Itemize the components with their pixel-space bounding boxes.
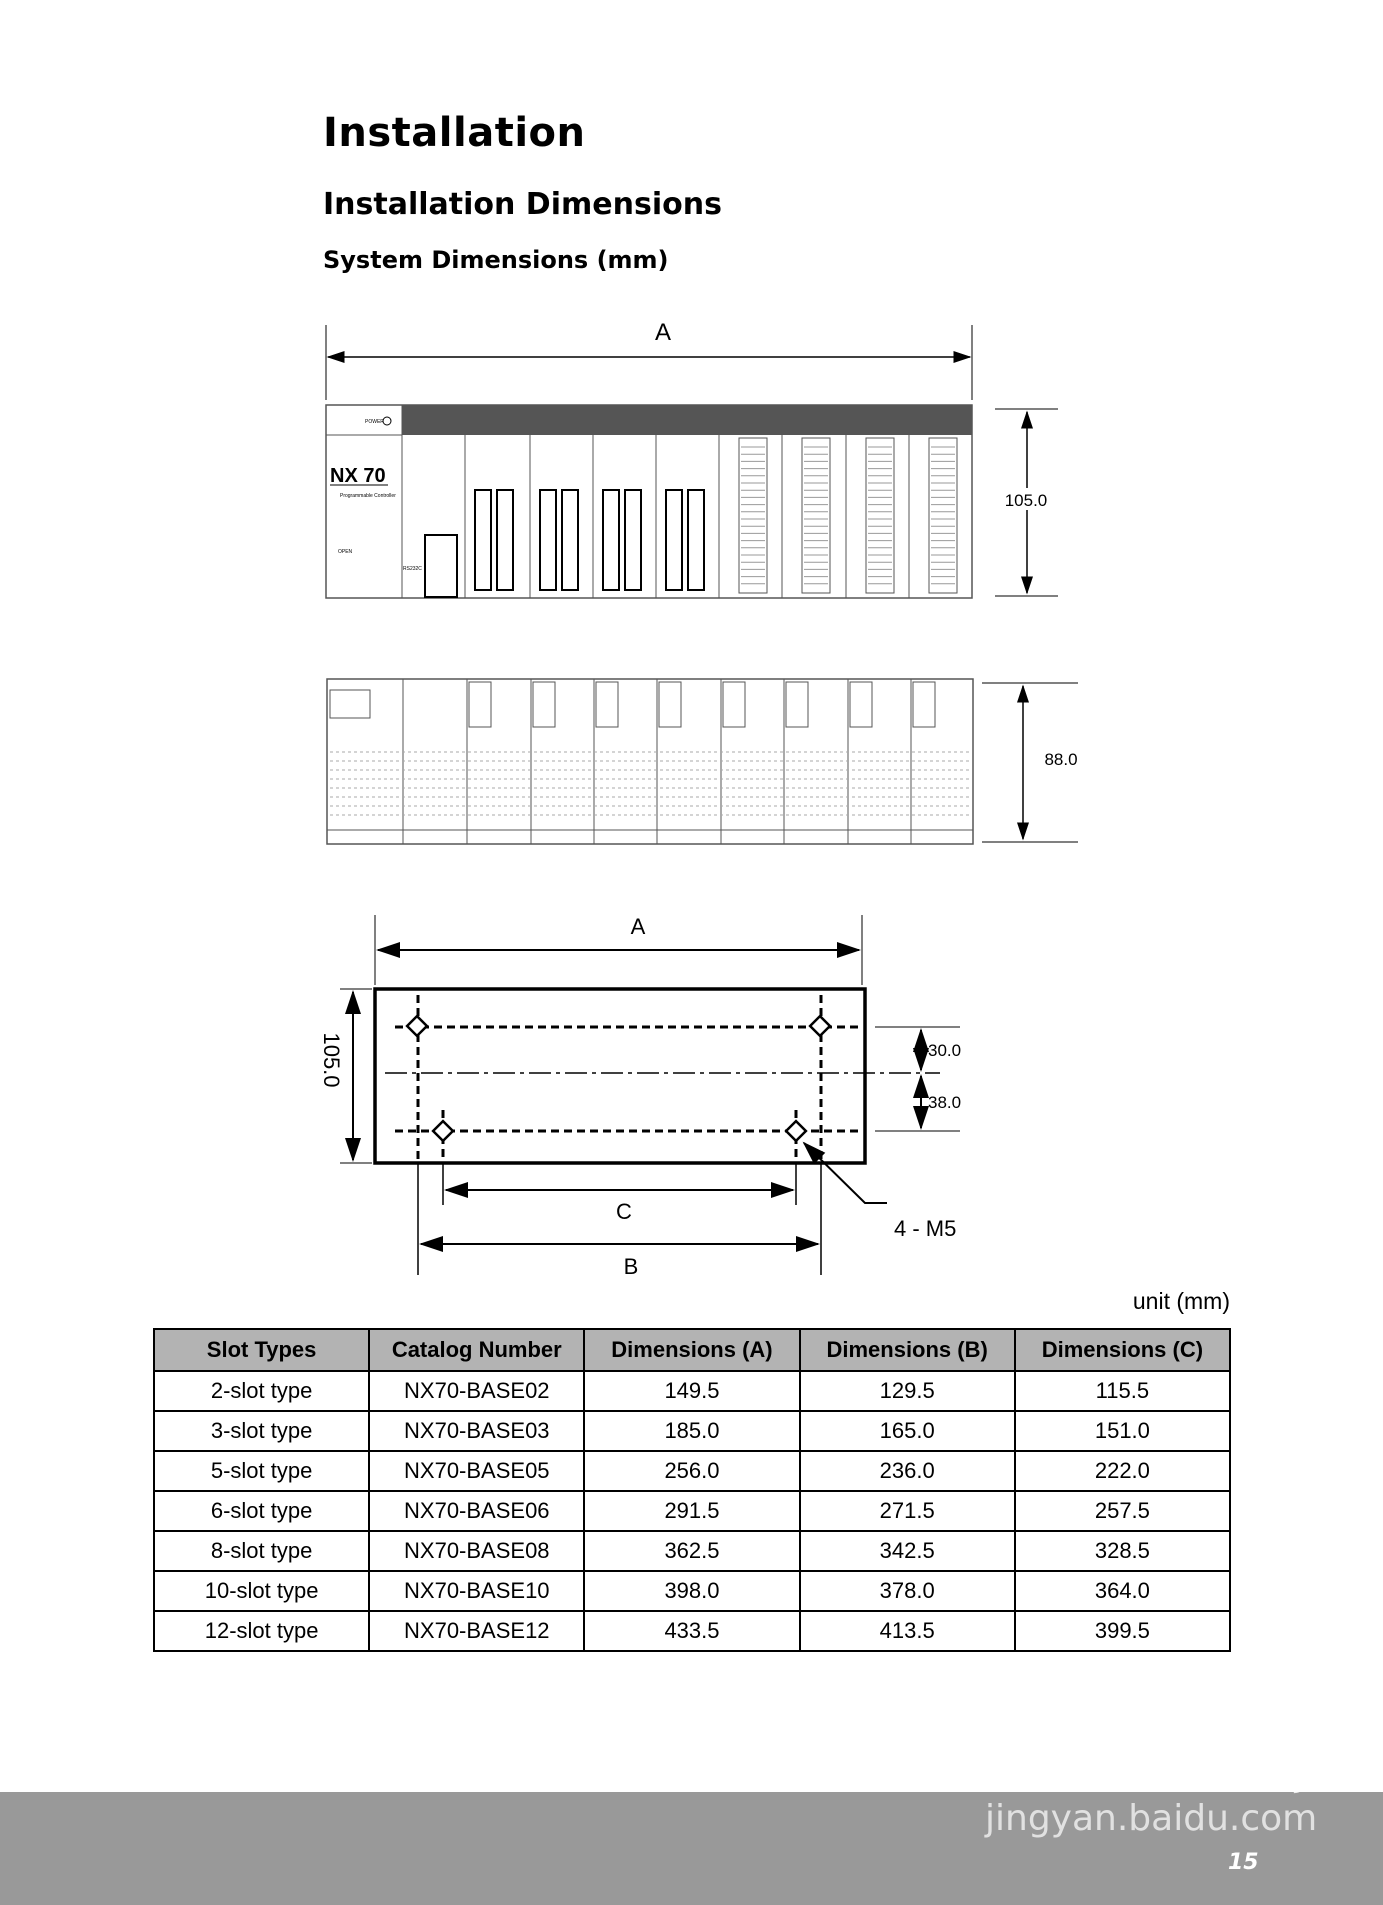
table-cell: 433.5 bbox=[584, 1611, 799, 1651]
side-view bbox=[327, 679, 1078, 844]
mount-c-label: C bbox=[616, 1199, 632, 1224]
page-number: 15 bbox=[1228, 1850, 1259, 1875]
table-cell: 2-slot type bbox=[154, 1371, 369, 1411]
table-cell: 165.0 bbox=[800, 1411, 1015, 1451]
column-header: Dimensions (C) bbox=[1015, 1329, 1230, 1371]
table-cell: NX70-BASE03 bbox=[369, 1411, 584, 1451]
mount-dim1-label: 30.0 bbox=[928, 1041, 962, 1060]
table-cell: NX70-BASE05 bbox=[369, 1451, 584, 1491]
table-cell: NX70-BASE10 bbox=[369, 1571, 584, 1611]
hole-spec-label: 4 - M5 bbox=[894, 1216, 957, 1241]
table-header-row bbox=[154, 1329, 1230, 1371]
brand-label: NX 70 bbox=[330, 465, 386, 487]
table-row bbox=[154, 1531, 1230, 1571]
table-cell: 291.5 bbox=[584, 1491, 799, 1531]
mount-b-label: B bbox=[623, 1254, 639, 1279]
subsection-title: System Dimensions (mm) bbox=[323, 246, 669, 274]
column-header: Dimensions (B) bbox=[800, 1329, 1015, 1371]
table-cell: 378.0 bbox=[800, 1571, 1015, 1611]
table-cell: 256.0 bbox=[584, 1451, 799, 1491]
table-cell: 413.5 bbox=[800, 1611, 1015, 1651]
table-cell: NX70-BASE08 bbox=[369, 1531, 584, 1571]
table-cell: 129.5 bbox=[800, 1371, 1015, 1411]
brand-sub-label: Programmable Controller bbox=[340, 493, 396, 499]
table-cell: 3-slot type bbox=[154, 1411, 369, 1451]
column-header: Slot Types bbox=[154, 1329, 369, 1371]
table-cell: 222.0 bbox=[1015, 1451, 1230, 1491]
table-cell: 12-slot type bbox=[154, 1611, 369, 1651]
table-row bbox=[154, 1411, 1230, 1451]
open-label: OPEN bbox=[338, 549, 353, 555]
dimensions-table bbox=[153, 1328, 1231, 1652]
table-cell: 328.5 bbox=[1015, 1531, 1230, 1571]
side-height-label: 88.0 bbox=[1044, 750, 1078, 769]
table-row bbox=[154, 1611, 1230, 1651]
table-cell: 399.5 bbox=[1015, 1611, 1230, 1651]
table-row bbox=[154, 1491, 1230, 1531]
front-view bbox=[326, 319, 1058, 598]
mount-height-label: 105.0 bbox=[319, 1032, 344, 1088]
table-cell: 364.0 bbox=[1015, 1571, 1230, 1611]
table-cell: 236.0 bbox=[800, 1451, 1015, 1491]
table-cell: NX70-BASE06 bbox=[369, 1491, 584, 1531]
dimension-a-label: A bbox=[654, 319, 672, 346]
mount-a-label: A bbox=[630, 914, 646, 939]
mount-dim2-label: 38.0 bbox=[928, 1093, 962, 1112]
unit-label: unit (mm) bbox=[1132, 1288, 1230, 1314]
table-row bbox=[154, 1371, 1230, 1411]
table-cell: 151.0 bbox=[1015, 1411, 1230, 1451]
table-row bbox=[154, 1571, 1230, 1611]
mounting-hole-icon bbox=[407, 1016, 830, 1141]
table-cell: 398.0 bbox=[584, 1571, 799, 1611]
table-cell: 271.5 bbox=[800, 1491, 1015, 1531]
watermark-logo: Baidu 经验 bbox=[985, 1729, 1346, 1802]
section-title: Installation Dimensions bbox=[323, 187, 722, 222]
table-cell: 5-slot type bbox=[154, 1451, 369, 1491]
column-header: Dimensions (A) bbox=[584, 1329, 799, 1371]
table-cell: 10-slot type bbox=[154, 1571, 369, 1611]
mounting-view bbox=[319, 914, 961, 1279]
front-height-label: 105.0 bbox=[1004, 491, 1048, 510]
table-cell: 6-slot type bbox=[154, 1491, 369, 1531]
table-cell: 342.5 bbox=[800, 1531, 1015, 1571]
table-cell: 149.5 bbox=[584, 1371, 799, 1411]
column-header: Catalog Number bbox=[369, 1329, 584, 1371]
table-cell: 8-slot type bbox=[154, 1531, 369, 1571]
page-title: Installation bbox=[323, 110, 586, 156]
table-cell: 115.5 bbox=[1015, 1371, 1230, 1411]
table-cell: NX70-BASE12 bbox=[369, 1611, 584, 1651]
power-label: POWER bbox=[365, 419, 384, 425]
port-label: RS232C bbox=[403, 566, 422, 572]
watermark-url: jingyan.baidu.com bbox=[985, 1798, 1318, 1839]
table-cell: 257.5 bbox=[1015, 1491, 1230, 1531]
table-cell: NX70-BASE02 bbox=[369, 1371, 584, 1411]
table-cell: 185.0 bbox=[584, 1411, 799, 1451]
table-row bbox=[154, 1451, 1230, 1491]
table-cell: 362.5 bbox=[584, 1531, 799, 1571]
